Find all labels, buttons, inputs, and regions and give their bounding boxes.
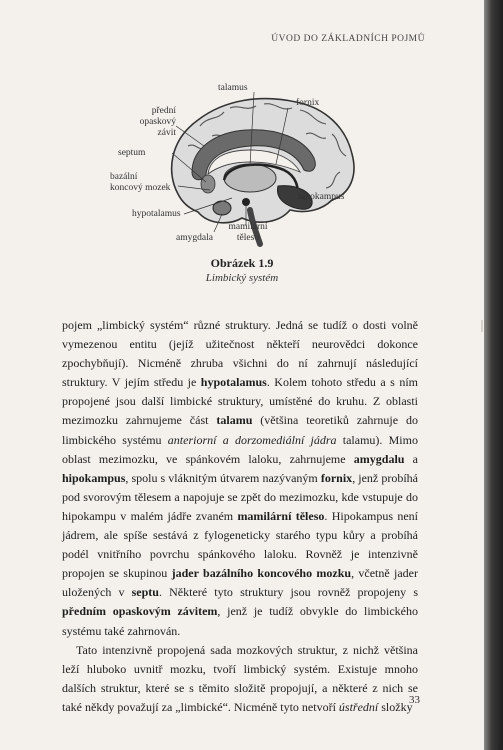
label-hipokampus: hipokampus (298, 192, 345, 202)
label-predni-opaskovy-zavit (120, 106, 176, 139)
text-run: , spolu s vláknitým útvarem nazývaným (125, 470, 321, 485)
label-line: opaskový (139, 117, 176, 127)
margin-mark (481, 320, 483, 332)
text-run: . Kolem tohoto středu a s ním propojené jsou další limbické struktury, umístěné do kruhu. Z oblasti mezimozku zahrnujeme část (62, 375, 418, 428)
term-jader-bazalniho: jader bazálního koncového mozku (171, 566, 352, 581)
page-number: 33 (409, 694, 420, 706)
label-fornix: fornix (296, 98, 320, 108)
term-mamilarni-teleso: mamilární těleso (237, 508, 325, 523)
body-text (62, 316, 418, 717)
figure-caption: Limbický systém (205, 272, 279, 284)
text-run: a (404, 451, 419, 466)
page-edge-shadow (484, 0, 503, 750)
text-run: . Některé tyto struktury jsou rovněž propojeny s (158, 585, 419, 600)
label-line: přední (151, 106, 176, 116)
label-mamilarni-teleso (220, 222, 276, 244)
text-run: , jenž probíhá pod svorovým tělesem a napojuje se zpět do mezimozku, kde vstupuje do hipokampu v malém jádře zvaném (62, 470, 418, 523)
text-run: Tato intenzivně propojená sada mozkových struktur, z nichž většina leží hluboko uvnitř mozku, tvoří limbický systém. Existuje mnoho dalších struktur, které se s těmito složitě propojují, a některé z nich se také někdy považují za „limbické“. Nicméně tyto netvoří (62, 642, 418, 714)
mammillary-body-shape (242, 198, 250, 206)
label-line: těleso (236, 233, 260, 243)
label-line: mamilární (228, 222, 268, 232)
label-line: koncový mozek (110, 183, 171, 193)
thalamus-shape (224, 164, 276, 192)
label-talamus: talamus (218, 83, 248, 93)
septum-shape (201, 175, 215, 193)
label-hypotalamus: hypotalamus (132, 209, 181, 219)
label-line: bazální (110, 172, 138, 182)
term-jadra: anteriorní a dorzomediální jádra (167, 432, 337, 447)
limbic-system-figure (100, 76, 400, 248)
term-ustredni: ústřední (338, 699, 379, 714)
text-run: talamu). Mimo oblast mezimozku, ve spánkovém laloku, zahrnujeme (62, 432, 418, 466)
text-run: pojem „limbický systém“ různé struktury. Jedná se tudíž o dosti volně vymezenou entitu (jejíž užitečnost někteří neurovědci dokonce zpochybňují). Nicméně zhruba všichni do ní zahrnují následující struktury. V jejím středu je (62, 318, 418, 390)
paragraph-2 (62, 641, 418, 717)
text-run: složky (378, 699, 413, 714)
text-run: , jenž je tudíž obvykle do limbického systému také zahrnován. (62, 604, 418, 638)
figure-title: Obrázek 1.9 (210, 256, 274, 270)
text-run: , včetně jader uložených v (62, 566, 419, 600)
text-run: (většina teoretiků zahrnuje do limbického systému (62, 413, 418, 447)
term-fornix: fornix (320, 470, 353, 485)
label-septum: septum (118, 148, 146, 158)
text-run: . Hipokampus není jádrem, ale spíše sestává z fylogeneticky starého typu kůry a probíhá podél vnitřního povrchu spánkového laloku. Rovněž je intenzivně propojen se skupinou (62, 508, 418, 581)
paragraph-1 (62, 316, 418, 641)
term-amygdalu: amygdalu (353, 451, 405, 466)
term-talamu: talamu (216, 413, 253, 428)
label-amygdala: amygdala (176, 233, 213, 243)
running-head: ÚVOD DO ZÁKLADNÍCH POJMŮ (271, 34, 425, 44)
label-bazalni-koncovy-mozek (110, 172, 170, 194)
term-septu: septu (131, 585, 159, 600)
term-hipokampus: hipokampus (62, 470, 126, 485)
label-line: závit (157, 128, 176, 138)
term-prednim-opaskovym-zavitem: předním opaskovým závitem (62, 604, 218, 619)
term-hypotalamus: hypotalamus (200, 375, 267, 390)
